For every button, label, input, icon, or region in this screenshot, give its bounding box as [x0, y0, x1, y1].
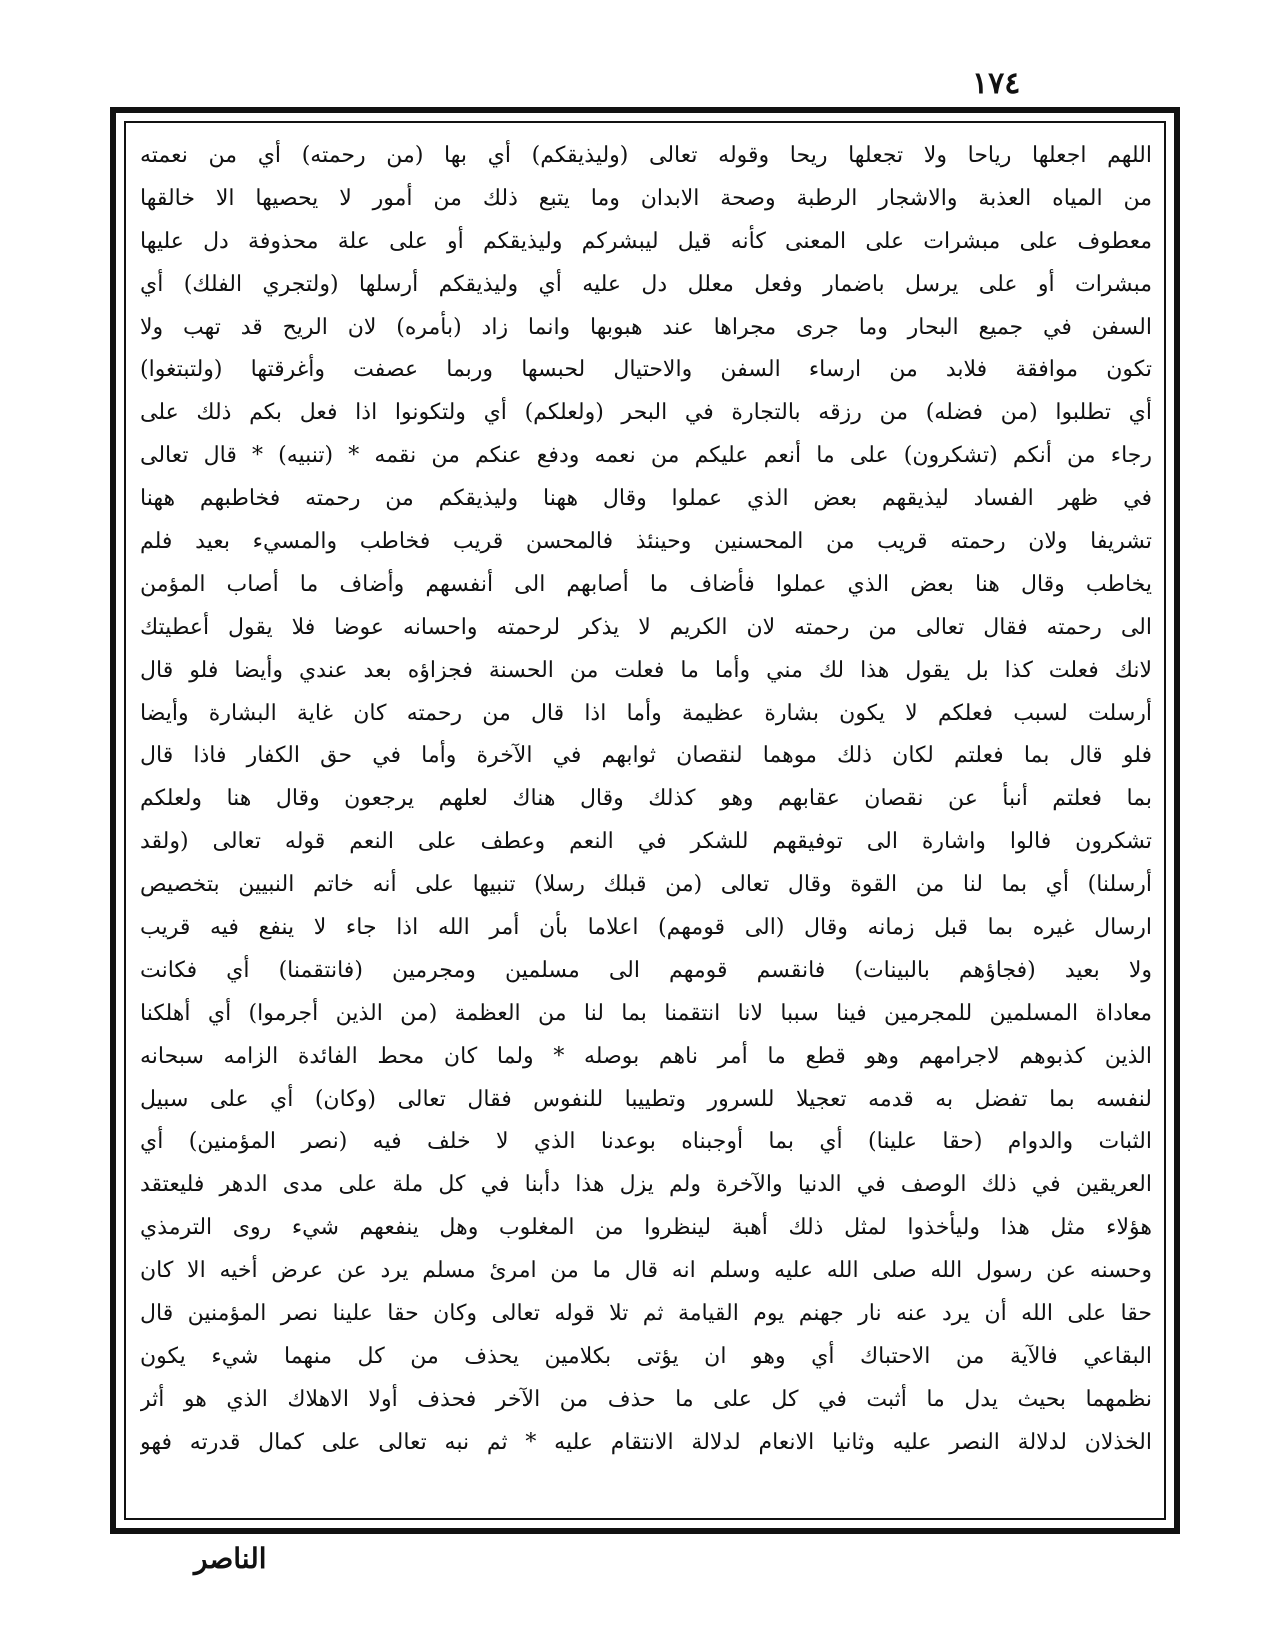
text-line: فلو قال بما فعلتم لكان ذلك موهما لنقصان ثوابهم في الآخرة وأما في حق الكفار فاذا قال [140, 743, 1152, 769]
text-line: ارسال غيره بما قبل زمانه وقال (الى قومهم) اعلاما بأن أمر الله اذا جاء لا ينفع فيه قريب [140, 915, 1152, 941]
text-line: لانك فعلت كذا بل يقول هذا لك مني وأما ما فعلت من الحسنة فجزاؤه بعد عندي وأيضا فلو قال [140, 657, 1152, 683]
text-line: وحسنه عن رسول الله صلى الله عليه وسلم انه قال ما من امرئ مسلم يرد عن عرض أخيه الا كان [140, 1258, 1152, 1284]
text-line: أرسلت لسبب فعلكم لا يكون بشارة عظيمة وأما اذا قال من رحمته كان غاية البشارة وأيضا [140, 700, 1152, 726]
text-line: حقا على الله أن يرد عنه نار جهنم يوم القيامة ثم تلا قوله تعالى وكان حقا علينا نصر المؤمنين قال [140, 1301, 1152, 1327]
text-line: أرسلنا) أي بما لنا من القوة وقال تعالى (من قبلك رسلا) تنبيها على أنه خاتم النبيين بتخصيص [140, 872, 1152, 898]
text-line: السفن في جميع البحار وما جرى مجراها عند هبوبها وانما زاد (بأمره) لان الريح قد تهب ولا [140, 314, 1152, 340]
text-line: معاداة المسلمين للمجرمين فينا سببا لانا انتقمنا بما لنا من العظمة (من الذين أجرموا) أي أهلكنا [140, 1000, 1152, 1026]
text-line: نظمهما بحيث يدل ما أثبت في كل على ما حذف من الآخر فحذف أولا الاهلاك الذي هو أثر [140, 1386, 1152, 1412]
catchword: الناصر [194, 1542, 267, 1575]
text-line: رجاء من أنكم (تشكرون) على ما أنعم عليكم من نعمه ودفع عنكم من نقمه * (تنبيه) * قال تعالى [140, 443, 1152, 469]
text-line: اللهم اجعلها رياحا ولا تجعلها ريحا وقوله تعالى (وليذيقكم) أي بها (من رحمته) أي من نعمته [140, 143, 1152, 168]
text-line: تشكرون فالوا واشارة الى توفيقهم للشكر في النعم وعطف على النعم قوله تعالى (ولقد [140, 829, 1152, 855]
text-line: الخذلان لدلالة النصر عليه وثانيا الانعام لدلالة الانتقام عليه * ثم نبه تعالى على كمال قدرته فهو [140, 1429, 1152, 1455]
text-body [140, 135, 1152, 1510]
text-line: يخاطب وقال هنا بعض الذي عملوا فأضاف ما أصابهم الى أنفسهم وأضاف ما أصاب المؤمن [140, 571, 1152, 597]
text-line: البقاعي فالآية من الاحتباك أي وهو ان يؤتى بكلامين يحذف من كل منهما شيء يكون [140, 1343, 1152, 1369]
text-line: مبشرات أو على يرسل باضمار وفعل معلل دل عليه أي وليذيقكم أرسلها (ولتجري الفلك) أي [140, 271, 1152, 297]
text-line: تشريفا ولان رحمته قريب من المحسنين وحينئذ فالمحسن قريب فخاطب والمسيء بعيد فلم [140, 529, 1152, 555]
page-number: ١٧٤ [972, 66, 1021, 101]
text-line: هؤلاء مثل هذا وليأخذوا لمثل ذلك أهبة لينظروا من المغلوب وهل ينفعهم شيء روى الترمذي [140, 1215, 1152, 1241]
text-line: لنفسه بما تفضل به قدمه تعجيلا للسرور وتطييبا للنفوس فقال تعالى (وكان) أي على سبيل [140, 1086, 1152, 1112]
text-line: الى رحمته فقال تعالى من رحمته لان الكريم لا يذكر لرحمته واحسانه عوضا فلا يقول أعطيتك [140, 614, 1152, 640]
text-line: العريقين في ذلك الوصف في الدنيا والآخرة ولم يزل هذا دأبنا في كل ملة على مدى الدهر فليعتقد [140, 1172, 1152, 1198]
text-line: ولا بعيد (فجاؤهم بالبينات) فانقسم قومهم الى مسلمين ومجرمين (فانتقمنا) أي فكانت [140, 957, 1152, 983]
text-line: الثبات والدوام (حقا علينا) أي بما أوجبناه بوعدنا الذي لا خلف فيه (نصر المؤمنين) أي [140, 1129, 1152, 1155]
text-line: تكون موافقة فلابد من ارساء السفن والاحتيال لحبسها وربما عصفت وأغرقتها (ولتبتغوا) [140, 357, 1152, 383]
text-line: معطوف على مبشرات على المعنى كأنه قيل ليبشركم وليذيقكم أو على علة محذوفة دل عليها [140, 228, 1152, 254]
text-line: الذين كذبوهم لاجرامهم وهو قطع ما أمر ناهم بوصله * ولما كان محط الفائدة الزامه سبحانه [140, 1043, 1152, 1069]
text-line: من المياه العذبة والاشجار الرطبة وصحة الابدان وما يتبع ذلك من أمور لا يحصيها الا خالقها [140, 185, 1152, 211]
text-line: أي تطلبوا (من فضله) من رزقه بالتجارة في البحر (ولعلكم) أي ولتكونوا اذا فعل بكم ذلك على [140, 400, 1152, 426]
text-line: بما فعلتم أنبأ عن نقصان عقابهم وهو كذلك وقال هناك لعلهم يرجعون وقال هنا ولعلكم [140, 786, 1152, 812]
text-line: في ظهر الفساد ليذيقهم بعض الذي عملوا وقال ههنا وليذيقكم من رحمته فخاطبهم ههنا [140, 486, 1152, 512]
